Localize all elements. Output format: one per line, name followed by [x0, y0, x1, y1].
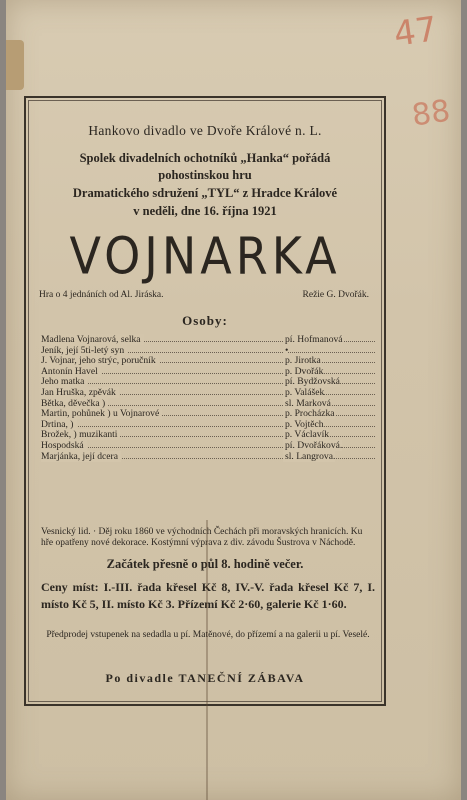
- cast-role: Madlena Vojnarová, selka: [41, 334, 144, 345]
- paper-tab: [6, 40, 24, 90]
- cast-role: Marjánka, její dcera: [41, 451, 121, 462]
- cast-role: Jeho matka: [41, 376, 87, 387]
- organizer-line: Spolek divadelních ochotníků „Hanka“ pořádá: [79, 151, 331, 165]
- cast-actor: sl. Langrova.: [285, 450, 336, 462]
- cast-role: Drtina, ): [41, 419, 77, 430]
- cast-actor: p. Procházka: [285, 408, 335, 420]
- presale-info: Předprodej vstupenek na sedadla u pí. Matěnové, do přízemí a na galerii u pí. Veselé.: [46, 630, 370, 640]
- cast-role: Brožek, ) muzikanti: [41, 429, 120, 440]
- cast-role: Jeník, její 5ti-letý syn: [41, 345, 127, 356]
- after-show-dance: Po divadle TANEČNÍ ZÁBAVA: [105, 671, 305, 685]
- company-line: Dramatického sdružení „TYL“ z Hradce Králové: [72, 186, 338, 200]
- cast-row: [41, 376, 375, 387]
- date-line: v neděli, dne 16. října 1921: [133, 204, 277, 218]
- cast-actor: pí. Dvořáková.: [285, 439, 343, 451]
- start-time: Začátek přesně o půl 8. hodině večer.: [106, 557, 304, 571]
- cast-row: [41, 355, 375, 366]
- play-title: VOJNARKA: [69, 226, 341, 286]
- cast-actor: p. Vojtěch: [285, 418, 324, 430]
- cast-actor: p. Jirotka: [285, 355, 321, 367]
- play-subtitle: Hra o 4 jednáních od Al. Jiráska.: [39, 290, 164, 300]
- cast-row: [41, 429, 375, 440]
- cast-row: [41, 440, 375, 451]
- cast-role: Hospodská: [41, 440, 87, 451]
- pencil-mark-2: 88: [409, 93, 453, 134]
- scene-note: Vesnický lid. · Děj roku 1860 ve východních Čechách při moravských hranicích. Ku hře opatřeny nové dekorace. Kostýmní výprava z div. závodu Šustrova v Náchodě.: [41, 527, 363, 548]
- poster-frame-inner: [28, 100, 382, 702]
- cast-row: [41, 366, 375, 377]
- cast-role: Antonín Havel: [41, 366, 101, 377]
- cast-actor: pí. Hofmanová: [285, 334, 343, 345]
- cast-actor: p. Dvořák: [285, 365, 324, 377]
- cast-row: [41, 334, 375, 345]
- cast-actor: p. Václavík: [285, 429, 330, 441]
- poster-frame: [24, 96, 386, 706]
- cast-role: Martin, pohůnek ) u Vojnarové: [41, 408, 162, 419]
- cast-role: Bětka, děvečka ): [41, 398, 108, 409]
- cast-actor: •: [285, 344, 289, 356]
- cast-role: J. Vojnar, jeho strýc, poručník: [41, 355, 159, 366]
- cast-row: [41, 419, 375, 430]
- cast-row: [41, 345, 375, 356]
- cast-actor: sl. Marková: [285, 397, 331, 409]
- cast-actor: pí. Bydžovská: [285, 376, 340, 388]
- pencil-mark-1: 47: [391, 9, 440, 55]
- cast-list: [41, 334, 375, 461]
- theatre-name: Hankovo divadlo ve Dvoře Králové n. L.: [88, 123, 322, 138]
- cast-row: [41, 398, 375, 409]
- cast-actor: p. Valášek: [285, 386, 325, 398]
- cast-heading: Osoby:: [182, 313, 228, 328]
- cast-row: [41, 387, 375, 398]
- paper-crack: [206, 520, 208, 800]
- guest-play-line: pohostinskou hru: [158, 168, 252, 182]
- cast-row: [41, 451, 375, 462]
- ticket-prices: Ceny míst: I.-III. řada křesel Kč 8, IV.-V. řada křesel Kč 7, I. místo Kč 5, II. místo Kč 3. Přízemí Kč 2·60, galerie Kč 1·60.: [41, 580, 375, 611]
- cast-row: [41, 408, 375, 419]
- director-credit: Režie G. Dvořák.: [302, 290, 369, 300]
- cast-role: Jan Hruška, zpěvák: [41, 387, 119, 398]
- poster-paper: [6, 0, 461, 800]
